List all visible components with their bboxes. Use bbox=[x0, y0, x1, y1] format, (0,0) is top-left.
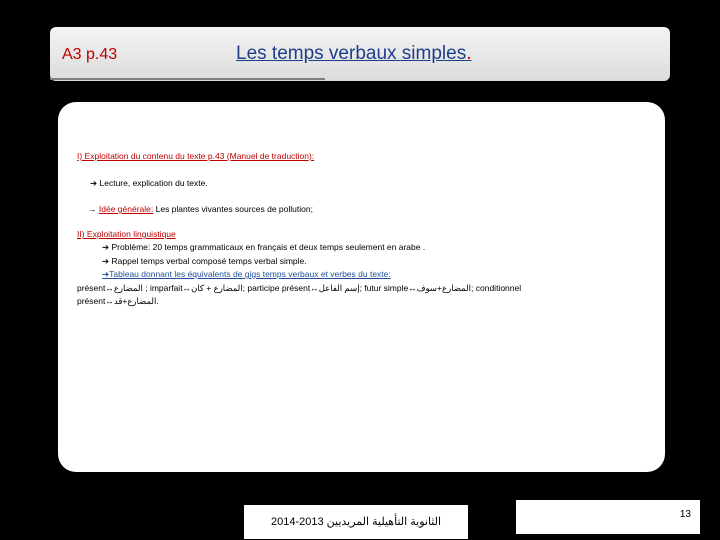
slide-title-text: Les temps verbaux simples bbox=[236, 43, 467, 64]
idea-label: Idée générale: bbox=[98, 204, 154, 214]
point-recall-text: Rappel temps verbal composé temps verbal simple. bbox=[111, 256, 307, 266]
point-lecture bbox=[90, 178, 208, 189]
point-table-text: Tableau donnant les équivalents de gigs temps verbaux et verbes du texte: bbox=[109, 269, 391, 279]
slide-title bbox=[236, 43, 472, 65]
page-number: 13 bbox=[679, 509, 691, 520]
title-dot: . bbox=[466, 43, 472, 64]
right-arrow-icon: → bbox=[88, 204, 97, 214]
point-table bbox=[102, 269, 391, 280]
right-arrow-icon: ➔ bbox=[90, 178, 98, 188]
idea-text: Les plantes vivantes sources de pollution; bbox=[155, 204, 313, 214]
section-2-heading: II) Exploitation linguistique bbox=[77, 229, 176, 239]
header-rule bbox=[50, 78, 325, 80]
right-arrow-icon: ➔ bbox=[102, 269, 110, 279]
equivalents-line-2: présent↔المضارع+قد. bbox=[77, 296, 159, 306]
slide-reference: A3 p.43 bbox=[62, 46, 118, 63]
content-box bbox=[58, 102, 665, 472]
point-problem-text: Problème: 20 temps grammaticaux en français et deux temps seulement en arabe . bbox=[111, 242, 426, 252]
footer-school-box bbox=[244, 505, 468, 539]
footer-page-box bbox=[516, 500, 700, 534]
point-idea bbox=[88, 204, 313, 214]
right-arrow-icon: ➔ bbox=[102, 256, 110, 266]
equivalents-line-1: présent↔المضارع ; imparfait↔المضارع + كان; participe présent↔إسم الفاعل; futur simple↔المضارع+سوف; conditionnel bbox=[77, 283, 522, 293]
point-recall bbox=[102, 256, 307, 267]
point-lecture-text: Lecture, explication du texte. bbox=[99, 178, 208, 188]
header-box bbox=[50, 27, 670, 81]
right-arrow-icon: ➔ bbox=[102, 242, 110, 252]
section-1-heading: I) Exploitation du contenu du texte p.43 (Manuel de traduction): bbox=[77, 151, 315, 161]
point-problem bbox=[102, 242, 425, 253]
footer-school-name: 2014-2013 الثانوية التأهيلية المريديين bbox=[270, 516, 442, 528]
